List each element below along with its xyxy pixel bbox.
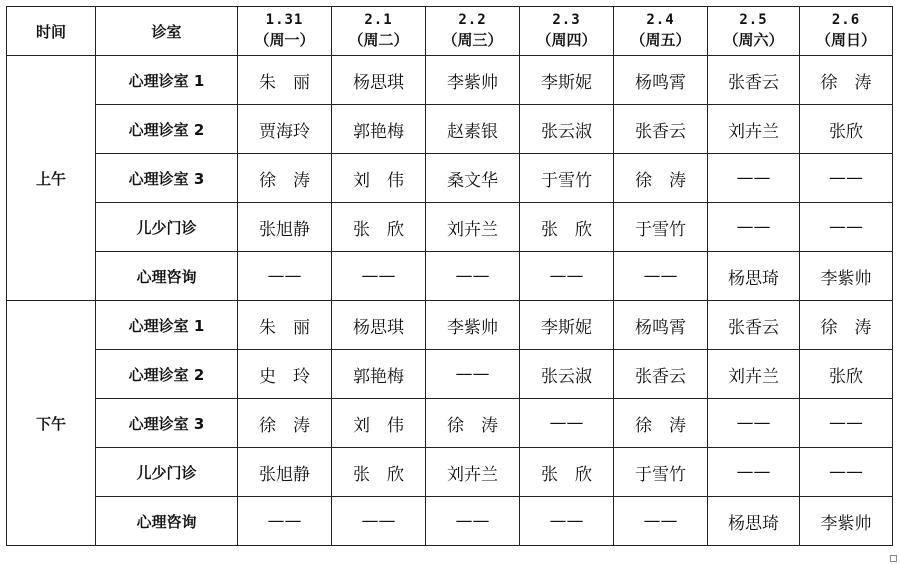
- schedule-cell: 张香云: [708, 301, 800, 350]
- date-column-header: [708, 7, 800, 56]
- schedule-cell: 李紫帅: [800, 497, 893, 546]
- schedule-cell: 于雪竹: [614, 203, 708, 252]
- schedule-cell: 张欣: [800, 350, 893, 399]
- schedule-cell: 于雪竹: [614, 448, 708, 497]
- date-column-header: [520, 7, 614, 56]
- schedule-cell: 杨思琪: [332, 301, 426, 350]
- weekday-label: （周六）: [723, 31, 784, 49]
- room-label: 心理诊室 1: [96, 301, 238, 350]
- schedule-cell: 张 欣: [332, 203, 426, 252]
- date-column-header: [614, 7, 708, 56]
- schedule-cell: 桑文华: [426, 154, 520, 203]
- room-label: 心理诊室 2: [96, 105, 238, 154]
- table-row: [7, 497, 893, 546]
- schedule-cell: ——: [800, 154, 893, 203]
- schedule-cell: 朱 丽: [238, 56, 332, 105]
- schedule-cell: ——: [426, 252, 520, 301]
- header-row: [7, 7, 893, 56]
- schedule-cell: ——: [800, 399, 893, 448]
- resize-handle[interactable]: [890, 555, 897, 562]
- date-label: 2.1: [364, 12, 393, 28]
- weekday-label: （周日）: [815, 31, 876, 49]
- schedule-cell: ——: [614, 252, 708, 301]
- schedule-cell: 刘卉兰: [708, 350, 800, 399]
- table-row: [7, 56, 893, 105]
- schedule-cell: ——: [708, 448, 800, 497]
- schedule-cell: 李斯妮: [520, 56, 614, 105]
- schedule-cell: 张 欣: [332, 448, 426, 497]
- schedule-cell: 张香云: [614, 105, 708, 154]
- schedule-cell: 杨思琦: [708, 252, 800, 301]
- schedule-cell: 杨思琪: [332, 56, 426, 105]
- schedule-cell: 史 玲: [238, 350, 332, 399]
- schedule-cell: 朱 丽: [238, 301, 332, 350]
- table-row: [7, 301, 893, 350]
- weekday-label: （周一）: [254, 31, 315, 49]
- schedule-cell: 郭艳梅: [332, 105, 426, 154]
- date-label: 2.6: [831, 12, 861, 28]
- date-column-header: [800, 7, 893, 56]
- time-column-header: 时间: [7, 7, 96, 56]
- schedule-cell: ——: [238, 497, 332, 546]
- schedule-cell: 杨鸣霄: [614, 56, 708, 105]
- schedule-cell: 徐 涛: [426, 399, 520, 448]
- schedule-cell: 李紫帅: [800, 252, 893, 301]
- room-label: 儿少门诊: [96, 203, 238, 252]
- schedule-cell: 刘卉兰: [426, 448, 520, 497]
- schedule-cell: 李紫帅: [426, 301, 520, 350]
- table-header: [7, 7, 893, 56]
- schedule-cell: 刘卉兰: [426, 203, 520, 252]
- schedule-cell: 张香云: [708, 56, 800, 105]
- schedule-cell: 杨鸣霄: [614, 301, 708, 350]
- table-row: [7, 105, 893, 154]
- weekday-label: （周二）: [348, 31, 409, 49]
- weekday-label: （周三）: [442, 31, 503, 49]
- table-row: [7, 252, 893, 301]
- schedule-cell: 张旭静: [238, 448, 332, 497]
- schedule-cell: ——: [800, 448, 893, 497]
- schedule-cell: ——: [520, 497, 614, 546]
- room-label: 心理诊室 1: [96, 56, 238, 105]
- date-label: 2.5: [739, 12, 768, 28]
- schedule-cell: 徐 涛: [238, 399, 332, 448]
- room-label: 心理咨询: [96, 252, 238, 301]
- schedule-cell: 张云淑: [520, 350, 614, 399]
- schedule-cell: 张 欣: [520, 203, 614, 252]
- schedule-cell: 杨思琦: [708, 497, 800, 546]
- date-column-header: [332, 7, 426, 56]
- date-label: 1.31: [265, 12, 304, 28]
- schedule-cell: 徐 涛: [614, 154, 708, 203]
- schedule-cell: 张欣: [800, 105, 893, 154]
- schedule-cell: 徐 涛: [800, 301, 893, 350]
- schedule-cell: 徐 涛: [238, 154, 332, 203]
- schedule-table: [6, 6, 893, 546]
- room-label: 儿少门诊: [96, 448, 238, 497]
- schedule-cell: 郭艳梅: [332, 350, 426, 399]
- schedule-cell: 徐 涛: [800, 56, 893, 105]
- schedule-cell: 李紫帅: [426, 56, 520, 105]
- schedule-cell: ——: [332, 252, 426, 301]
- schedule-cell: ——: [708, 154, 800, 203]
- table-row: [7, 448, 893, 497]
- schedule-cell: 刘 伟: [332, 154, 426, 203]
- date-column-header: [426, 7, 520, 56]
- schedule-cell: ——: [708, 203, 800, 252]
- schedule-cell: ——: [520, 399, 614, 448]
- weekday-label: （周四）: [536, 31, 597, 49]
- schedule-cell: ——: [426, 350, 520, 399]
- room-label: 心理咨询: [96, 497, 238, 546]
- room-label: 心理诊室 2: [96, 350, 238, 399]
- date-label: 2.4: [646, 12, 675, 28]
- schedule-cell: ——: [708, 399, 800, 448]
- schedule-cell: ——: [332, 497, 426, 546]
- schedule-cell: 李斯妮: [520, 301, 614, 350]
- schedule-cell: 张 欣: [520, 448, 614, 497]
- schedule-cell: 徐 涛: [614, 399, 708, 448]
- room-label: 心理诊室 3: [96, 154, 238, 203]
- schedule-cell: 张云淑: [520, 105, 614, 154]
- schedule-cell: 刘 伟: [332, 399, 426, 448]
- schedule-cell: 张旭静: [238, 203, 332, 252]
- schedule-cell: ——: [800, 203, 893, 252]
- schedule-cell: ——: [238, 252, 332, 301]
- schedule-cell: 张香云: [614, 350, 708, 399]
- table-row: [7, 399, 893, 448]
- schedule-cell: 于雪竹: [520, 154, 614, 203]
- room-label: 心理诊室 3: [96, 399, 238, 448]
- schedule-cell: 刘卉兰: [708, 105, 800, 154]
- table-row: [7, 350, 893, 399]
- room-column-header: 诊室: [96, 7, 238, 56]
- schedule-cell: ——: [520, 252, 614, 301]
- weekday-label: （周五）: [630, 31, 691, 49]
- period-label: 上午: [7, 56, 96, 301]
- table-row: [7, 203, 893, 252]
- schedule-cell: 贾海玲: [238, 105, 332, 154]
- period-label: 下午: [7, 301, 96, 546]
- schedule-cell: ——: [426, 497, 520, 546]
- table-body: [7, 56, 893, 546]
- date-label: 2.2: [458, 12, 487, 28]
- schedule-cell: ——: [614, 497, 708, 546]
- date-label: 2.3: [552, 12, 581, 28]
- date-column-header: [238, 7, 332, 56]
- schedule-cell: 赵素银: [426, 105, 520, 154]
- table-row: [7, 154, 893, 203]
